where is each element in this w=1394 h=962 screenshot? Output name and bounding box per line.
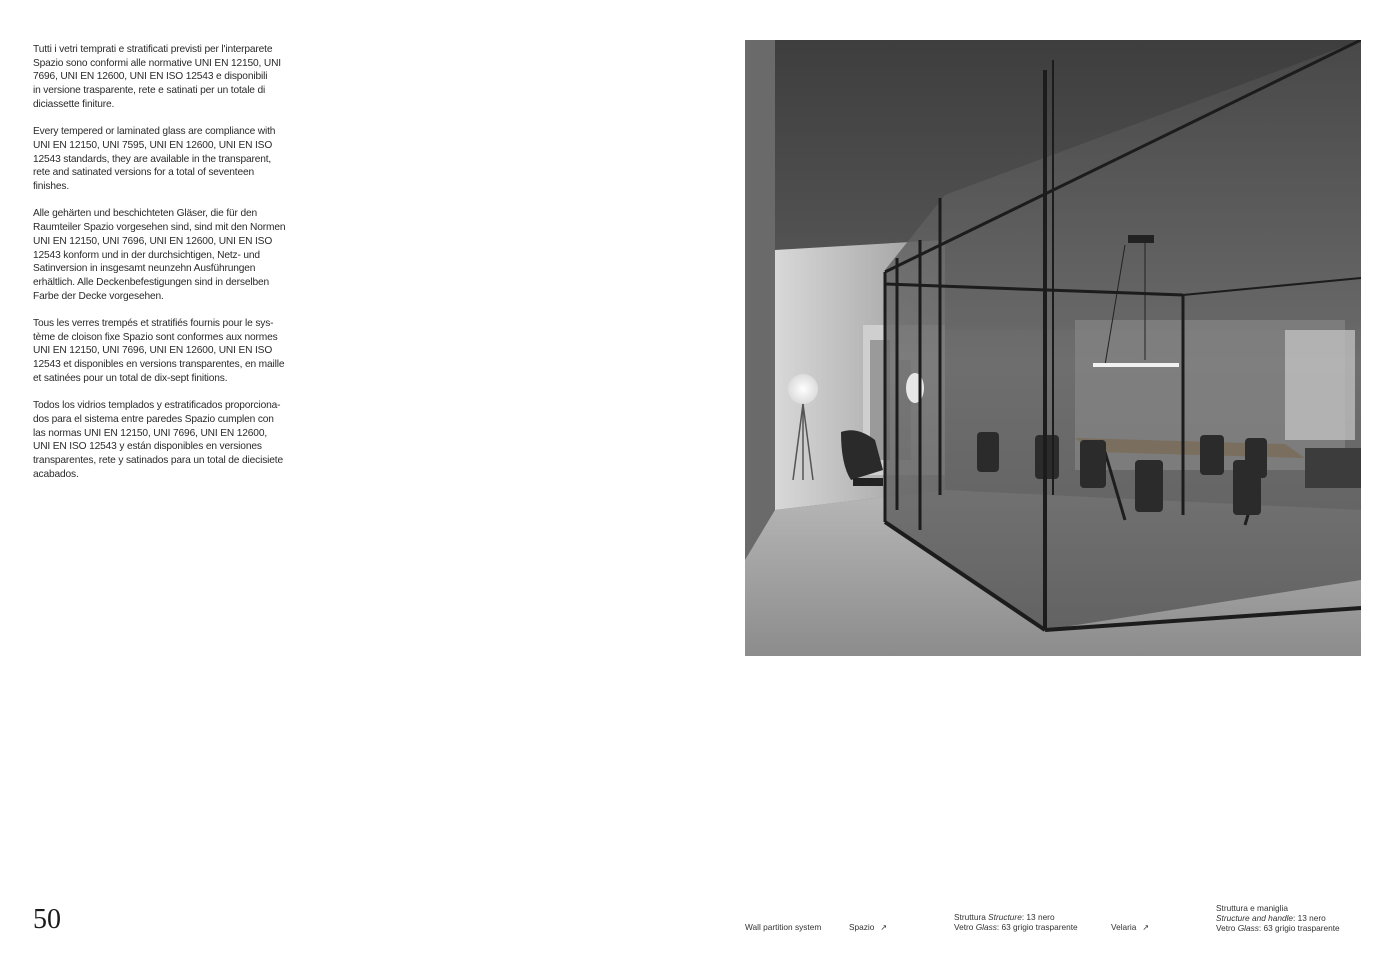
arrow-up-right-icon: ↗: [880, 923, 888, 932]
paragraph-german: Alle gehärten und beschichteten Gläser, die für den Raumteiler Spazio vorgesehen sind, sind mit den Normen UNI EN 12150, UNI 7696, UNI EN 12600, UNI EN ISO 12543 konform und in der durchsichtigen, Netz- und Satinversion in insgesamt neunzehn Ausführungen erhältlich. Alle Deckenbefestigungen sind in derselben Farbe der Decke vorgesehen.: [33, 208, 286, 302]
spec-block-spazio: [954, 912, 1078, 932]
spec-structure-line: Structure and handle: 13 nero: [1216, 913, 1326, 923]
product-name: Spazio: [849, 922, 875, 932]
product-name: Velaria: [1111, 922, 1137, 932]
arrow-up-right-icon: ↗: [1142, 923, 1150, 932]
product-link-spazio[interactable]: [849, 922, 887, 933]
product-link-velaria[interactable]: [1111, 922, 1149, 933]
paragraph-spanish: Todos los vidrios templados y estratificados proporciona- dos para el sistema entre paredes Spazio cumplen con las normas UNI EN 12150, UNI 7696, UNI EN 12600, UNI EN ISO 12543 y están disponibles en versiones transparentes, rete y satinados para un total de diecisiete acabados.: [33, 400, 283, 480]
footer-category: [745, 922, 821, 932]
spec-glass-line: Vetro Glass: 63 grigio trasparente: [954, 922, 1078, 932]
paragraph-italian: Tutti i vetri temprati e stratificati previsti per l'interparete Spazio sono conformi alle normative UNI EN 12150, UNI 7696, UNI EN 12600, UNI EN ISO 12543 e disponibili in versione trasparente, rete e satinati per un totale di diciassette finiture.: [33, 44, 281, 110]
category-label: Wall partition system: [745, 922, 822, 932]
product-photo: [745, 40, 1361, 656]
page-number: 50: [33, 904, 61, 935]
paragraph-english: Every tempered or laminated glass are compliance with UNI EN 12150, UNI 7595, UNI EN 12600, UNI EN ISO 12543 standards, they are available in the transparent, rete and satinated versions for a total of seventeen finishes.: [33, 126, 276, 193]
paragraph-french: Tous les verres trempés et stratifiés fournis pour le sys- tème de cloison fixe Spazio sont conformes aux normes UNI EN 12150, UNI 7696, UNI EN 12600, UNI EN ISO 12543 et disponibles en versions transparentes, en maille et satinées pour un total de dix-sept finitions.: [33, 318, 285, 384]
spec-block-velaria: [1216, 903, 1340, 933]
spec-glass-line: Vetro Glass: 63 grigio trasparente: [1216, 923, 1340, 933]
spec-structure-line: Struttura Structure: 13 nero: [954, 912, 1055, 922]
spec-heading: Struttura e maniglia: [1216, 903, 1288, 913]
text-column: [33, 43, 291, 495]
